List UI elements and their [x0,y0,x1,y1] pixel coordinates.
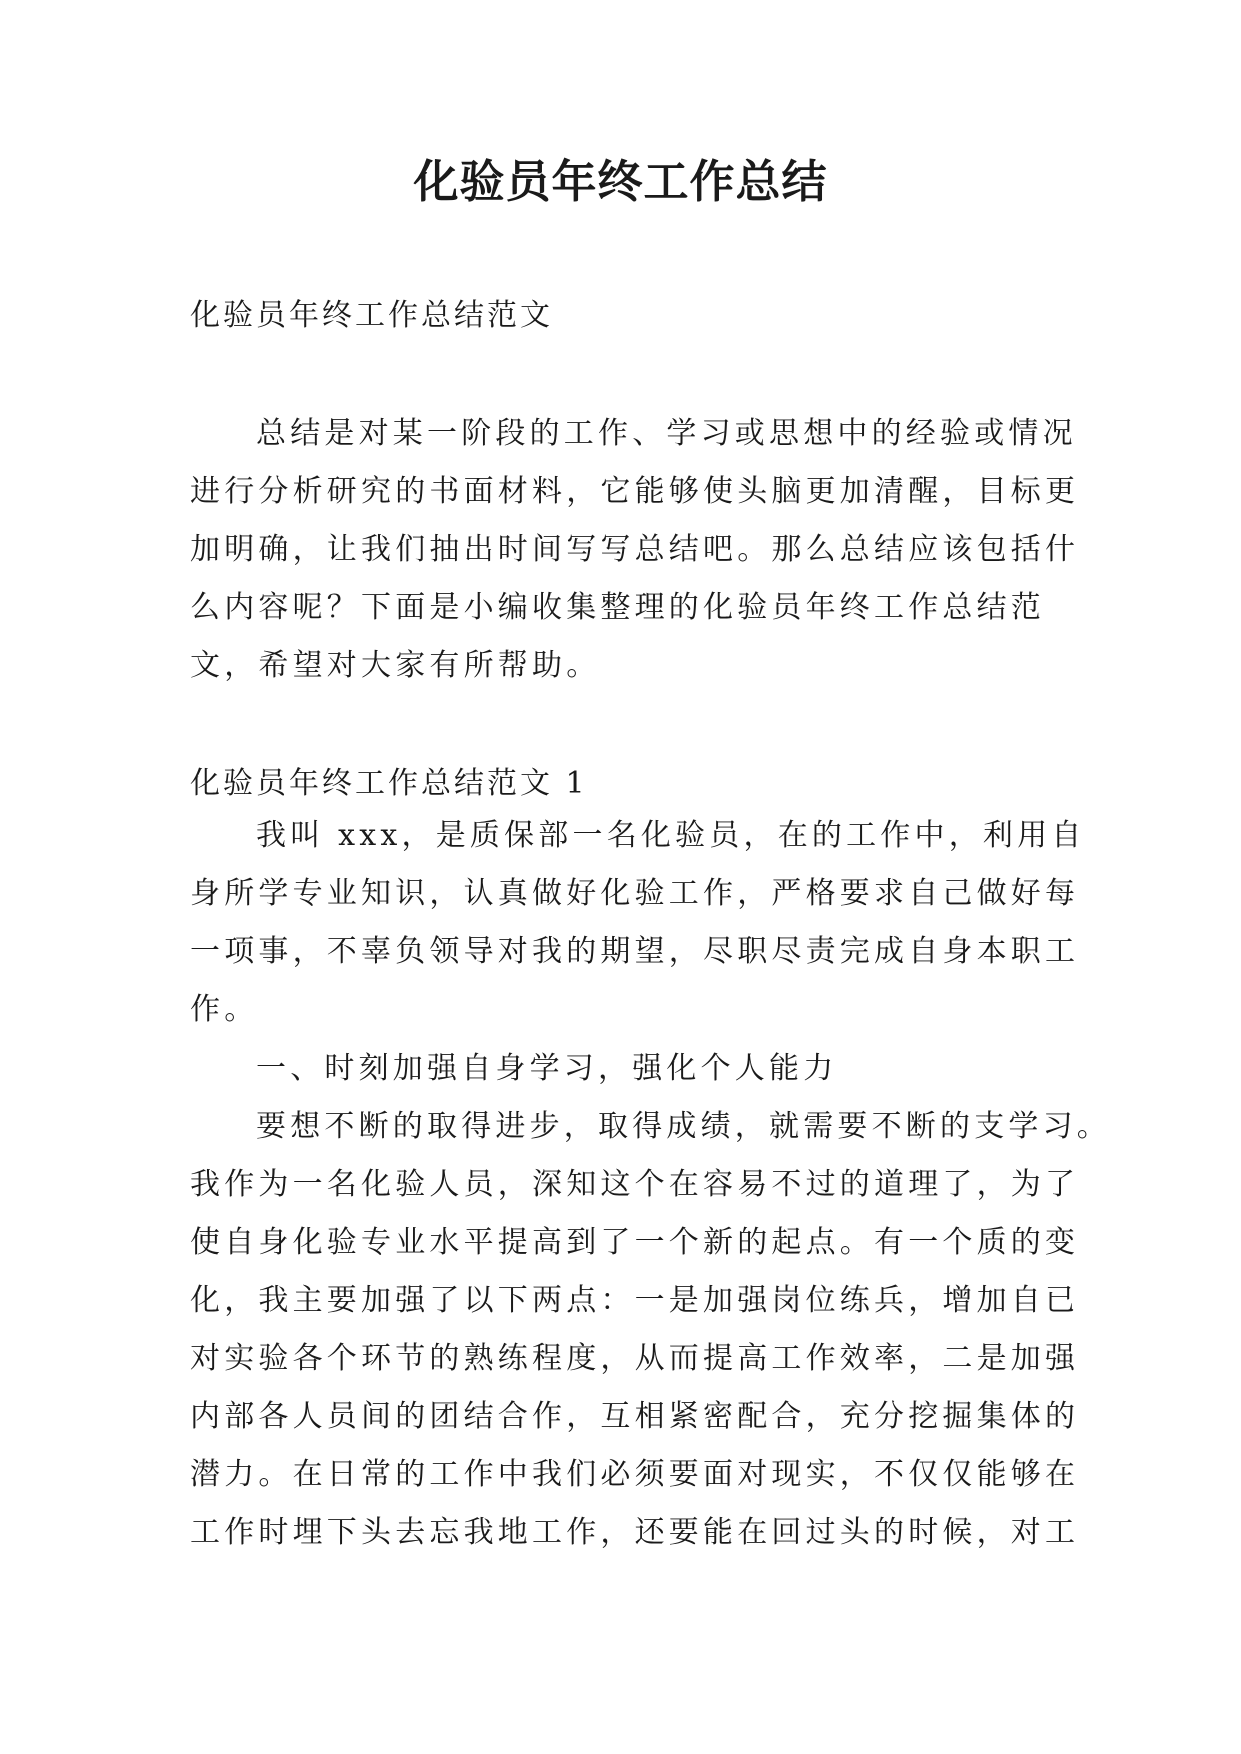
intro-line: 总结是对某一阶段的工作、学习或思想中的经验或情况 [256,416,1077,451]
paragraph-line: 潜力。在日常的工作中我们必须要面对现实，不仅仅能够在 [190,1457,1080,1492]
paragraph-line: 内部各人员间的团结合作，互相紧密配合，充分挖掘集体的 [190,1399,1080,1434]
paragraph-line: 使自身化验专业水平提高到了一个新的起点。有一个质的变 [190,1225,1080,1260]
document-title: 化验员年终工作总结 [413,155,828,208]
section-heading-text: 一、时刻加强自身学习，强化个人能力 [256,1051,838,1086]
paragraph-line: 身所学专业知识，认真做好化验工作，严格要求自己做好每 [190,876,1080,911]
paragraph-line: 一项事，不辜负领导对我的期望，尽职尽责完成自身本职工 [190,934,1080,969]
paragraph-line: 要想不断的取得进步，取得成绩，就需要不断的支学习。 [256,1109,1111,1144]
intro-line: 加明确，让我们抽出时间写写总结吧。那么总结应该包括什 [190,532,1080,567]
paragraph-line: 作。 [190,992,259,1027]
paragraph-line: 我叫 xxx，是质保部一名化验员，在的工作中，利用自 [256,818,1086,853]
paragraph-line: 对实验各个环节的熟练程度，从而提高工作效率，二是加强 [190,1341,1080,1376]
paragraph-1 [190,807,1086,1039]
paragraph-line: 我作为一名化验人员，深知这个在容易不过的道理了，为了 [190,1167,1080,1202]
paragraph-line: 工作时埋下头去忘我地工作，还要能在回过头的时候，对工 [190,1515,1080,1550]
sample-heading: 化验员年终工作总结范文 1 [190,766,588,801]
intro-paragraph [190,405,1080,695]
intro-line: 进行分析研究的书面材料，它能够使头脑更加清醒，目标更 [190,474,1080,509]
intro-line: 么内容呢？下面是小编收集整理的化验员年终工作总结范 [190,590,1045,625]
intro-line: 文，希望对大家有所帮助。 [190,648,601,683]
document-subtitle: 化验员年终工作总结范文 [190,298,553,333]
paragraph-line: 化，我主要加强了以下两点：一是加强岗位练兵，增加自已 [190,1283,1080,1318]
section-1-heading [190,1040,1056,1098]
paragraph-2 [190,1098,1111,1562]
